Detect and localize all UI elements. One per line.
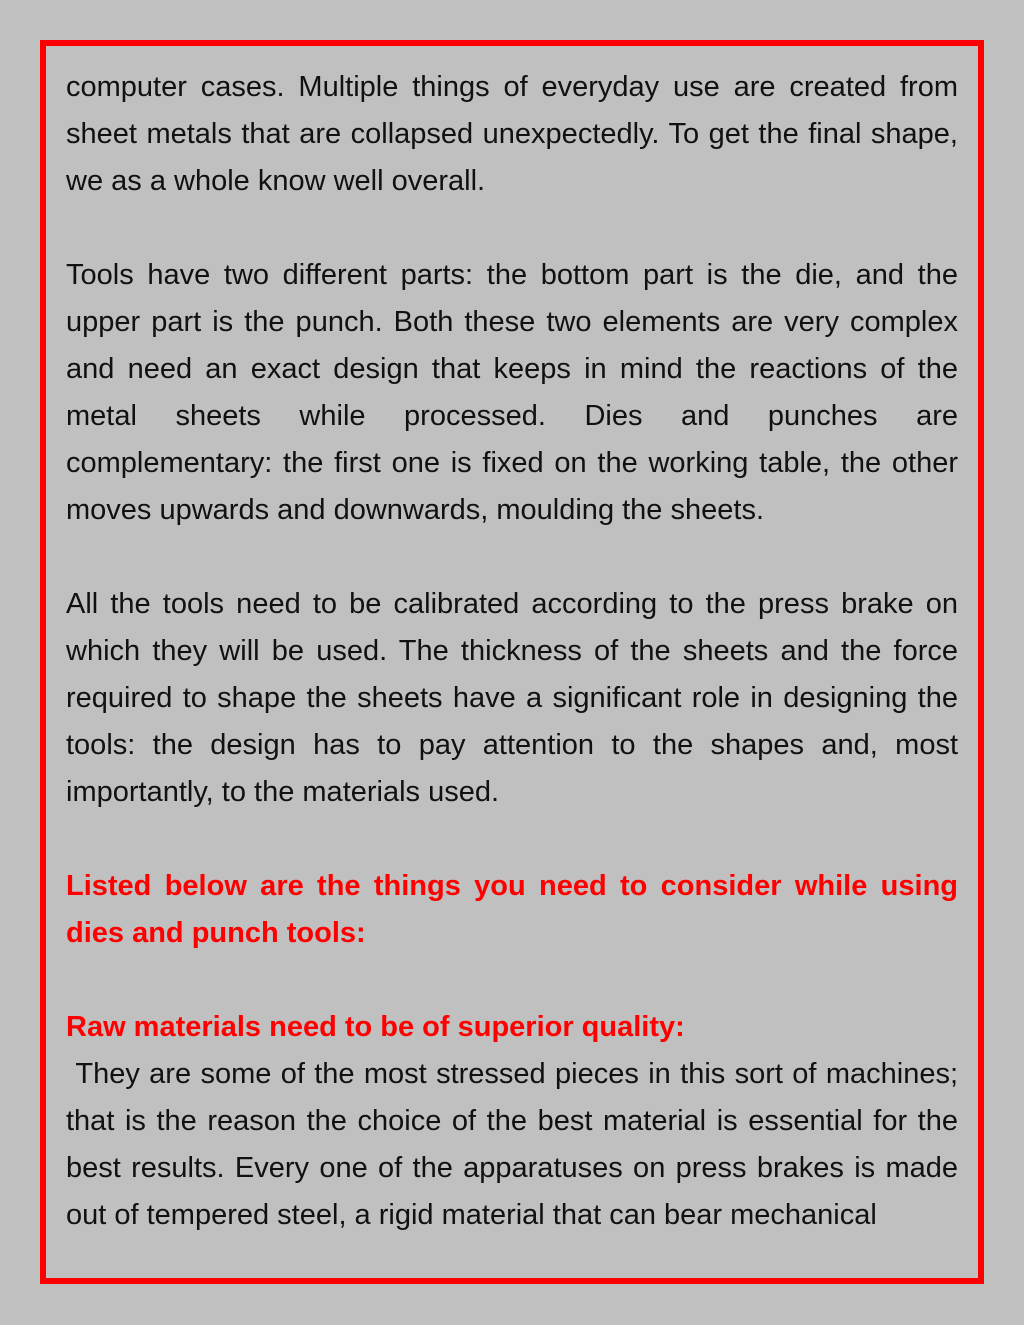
- red-bordered-frame: [40, 40, 984, 1284]
- paragraph-calibration: All the tools need to be calibrated according to the press brake on which they will be used. The thickness of the sheets and the force required to shape the sheets have a significant role in designing the tools: the design has to pay attention to the shapes and, most importantly, to the materials used.: [66, 588, 958, 808]
- document-body: [66, 64, 967, 1239]
- paragraph-tool-parts: Tools have two different parts: the bottom part is the die, and the upper part is the punch. Both these two elements are very complex and need an exact design that keeps in mind the reactions of the metal sheets while processed. Dies and punches are complementary: the first one is fixed on the working table, the other moves upwards and downwards, moulding the sheets.: [66, 259, 958, 526]
- paragraph-raw-materials: They are some of the most stressed pieces in this sort of machines; that is the reason the choice of the best material is essential for the best results. Every one of the apparatuses on press brakes is made out of tempered steel, a rigid material that can bear mechanical: [66, 1058, 967, 1231]
- list-intro-heading: Listed below are the things you need to consider while using dies and punch tools:: [66, 870, 958, 949]
- section-heading-raw-materials: Raw materials need to be of superior quality:: [66, 1011, 685, 1043]
- paragraph-computer-cases: computer cases. Multiple things of everyday use are created from sheet metals that are collapsed unexpectedly. To get the final shape, we as a whole know well overall.: [66, 71, 958, 197]
